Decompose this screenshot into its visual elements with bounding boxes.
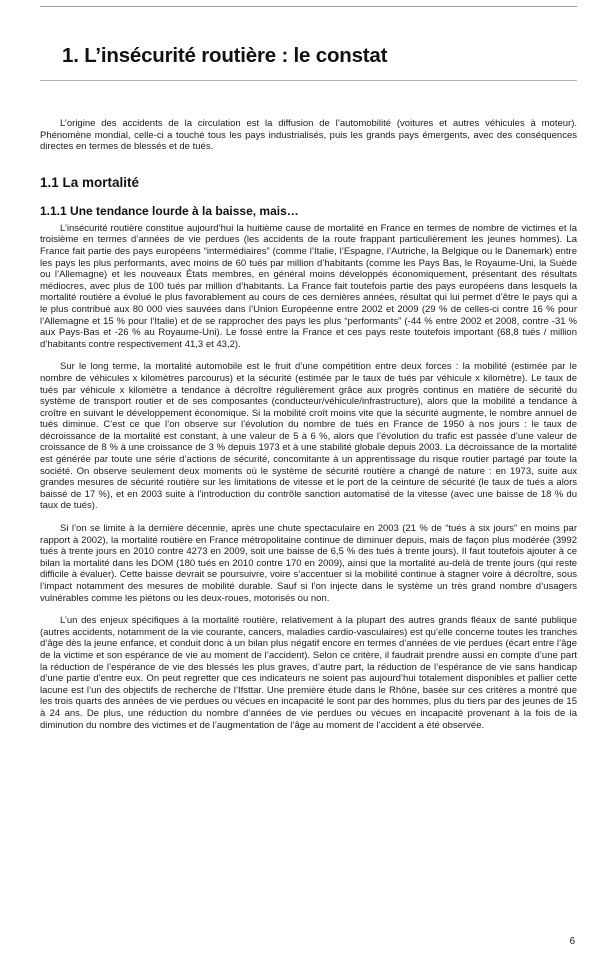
body-paragraph: L’insécurité routière constitue aujourd’hui la huitième cause de mortalité en France en termes de nombre de victimes et la troisième en termes d’années de vie perdues (les accidents de la route frappant particulièrement les jeunes hommes). La France fait partie des pays européens “intermédiaires” (comme l’Italie, l’Espagne, l’Autriche, la Belgique ou le Danemark) entre les pays les plus performants, avec moins de 60 tués par million d’habitants (comme les Pays Bas, le Royaume-Uni, la Suède ou l’Allemagne) et les nouveaux États membres, en général moins développés économiquement, présentant des résultats médiocres, avec plus de 100 tués par million d’habitants. La France fait toutefois partie des pays européens dans lesquels la mortalité routière a évolué le plus favorablement au cours de ces dernières années, résultat qui lui permet d’être le pays qui a le plus contribué aux 80 000 vies sauvées dans l’Union Européenne entre 2002 et 2009 (29 % de celles-ci contre 16 % pour l’Allemagne et 15 % pour l’Italie) et de se rapprocher des pays les plus “performants” (-44 % entre 2002 et 2008, contre -31 % aux Pays-Bas et -26 % au Royaume-Uni). Le fossé entre la France et ces pays reste toutefois important (68,8 tués / million d’habitants contre respectivement 41,3 et 43,2). (40, 222, 577, 350)
page-content (40, 118, 577, 731)
title-underline (40, 80, 577, 81)
body-paragraph: L’un des enjeux spécifiques à la mortalité routière, relativement à la plupart des autres grands fléaux de santé publique (autres accidents, notamment de la vie courante, cancers, maladies cardio-vasculaires) est qu’elle concerne toutes les tranches d’âge dès la jeune enfance, et conduit donc à un bilan plus négatif encore en termes d’années de vie perdues (écart entre l’âge de la victime et son espérance de vie au moment de l’accident). Selon ce critère, il faudrait prendre aussi en compte d’une part la réduction de l’espérance de vie des blessés les plus graves, d’autre part, la réduction de l’espérance de vie sans handicap d’une partie d’entre eux. On peut regretter que ces indicateurs ne soient pas aujourd’hui totalement disponibles et pallier cette lacune est l’un des objectifs de recherche de l’Ifsttar. Une première étude dans le Rhône, basée sur ces critères a montré que les trois quarts des années de vie perdues ou vécues en incapacité le sont par des hommes, plus du tiers par des jeunes de 15 à 24 ans. De plus, une réduction du nombre d’années de vie perdues ou vécues en incapacité provenant à la fois de la diminution du nombre des victimes et de l’augmentation de l’âge au moment de l’accident a été observée. (40, 615, 577, 731)
section-heading: 1.1 La mortalité (40, 174, 140, 190)
body-paragraph: Sur le long terme, la mortalité automobile est le fruit d’une compétition entre deux forces : la mobilité (estimée par le nombre de véhicules x kilomètres parcourus) et la sécurité (estimée par le taux de tués par véhicule x kilomètre). Le taux de tués par véhicule x kilomètre a tendance à décroître régulièrement grâce aux progrès continus en matière de sécurité du système de transport routier et de ses composantes (conducteur/véhicule/infrastructure), alors que la mobilité a tendance à croître en suivant le développement économique. Si la mobilité croît moins vite que la sécurité augmente, le nombre annuel de tués diminue. C’est ce que l’on observe sur l’évolution du nombre de tués en France de 1950 à nos jours : le taux de décroissance de la mortalité est constant, à une valeur de 5 à 6 %, alors que l’évolution du trafic est passée d’une valeur de croissance de 8 % à une croissance de 3 % depuis 1973 et à une stabilité globale depuis 2003. La décroissance de la mortalité est générée par toute une série d’actions de sécurité, concomitante à un apprentissage du risque routier partagé par toute la société. On observe seulement deux moments où le système de sécurité routière a changé de nature : en 1973, suite aux grandes mesures de sécurité routière sur les limitations de vitesse et le port de la ceinture de sécurité (le taux de tués a alors baissé de 17 %), et en 2003 suite à l’introduction du contrôle sanction automatisé de la vitesse (avec une baisse de 18 % du taux de tués). (40, 361, 577, 512)
page-number: 6 (569, 936, 575, 947)
chapter-title: 1. L’insécurité routière : le constat (62, 44, 388, 67)
header-rule (40, 6, 577, 7)
intro-paragraph: L’origine des accidents de la circulation est la diffusion de l’automobilité (voitures et autres véhicules à moteur). Phénomène mondial, celle-ci a touché tous les pays industrialisés, puis les grands pays émergents, avec des conséquences directes en termes de blessés et de tués. (40, 118, 577, 153)
subsection-heading: 1.1.1 Une tendance lourde à la baisse, mais… (40, 203, 299, 218)
body-paragraph: Si l’on se limite à la dernière décennie, après une chute spectaculaire en 2003 (21 % de “tués à six jours” en moins par rapport à 2002), la mortalité routière en France métropolitaine continue de diminuer depuis, mais de façon plus modérée (3992 tués à trente jours en 2010 contre 4273 en 2009, soit une baisse de 6,5 % des tués à trente jours). Il faut toutefois ajouter à ce bilan la mortalité dans les DOM (180 tués en 2010 contre 170 en 2009), ainsi que la mortalité au-delà de trente jours (qui reste difficile à évaluer). Cette baisse devrait se poursuivre, voire s’accentuer si la mobilité continue à stagner voire à décroître, sous l’impact notamment des mesures de mobilité durable. Sauf si l’on injecte dans le système un très grand nombre d’usagers vulnérables comme les piétons ou les deux-roues, motorisés ou non. (40, 523, 577, 604)
